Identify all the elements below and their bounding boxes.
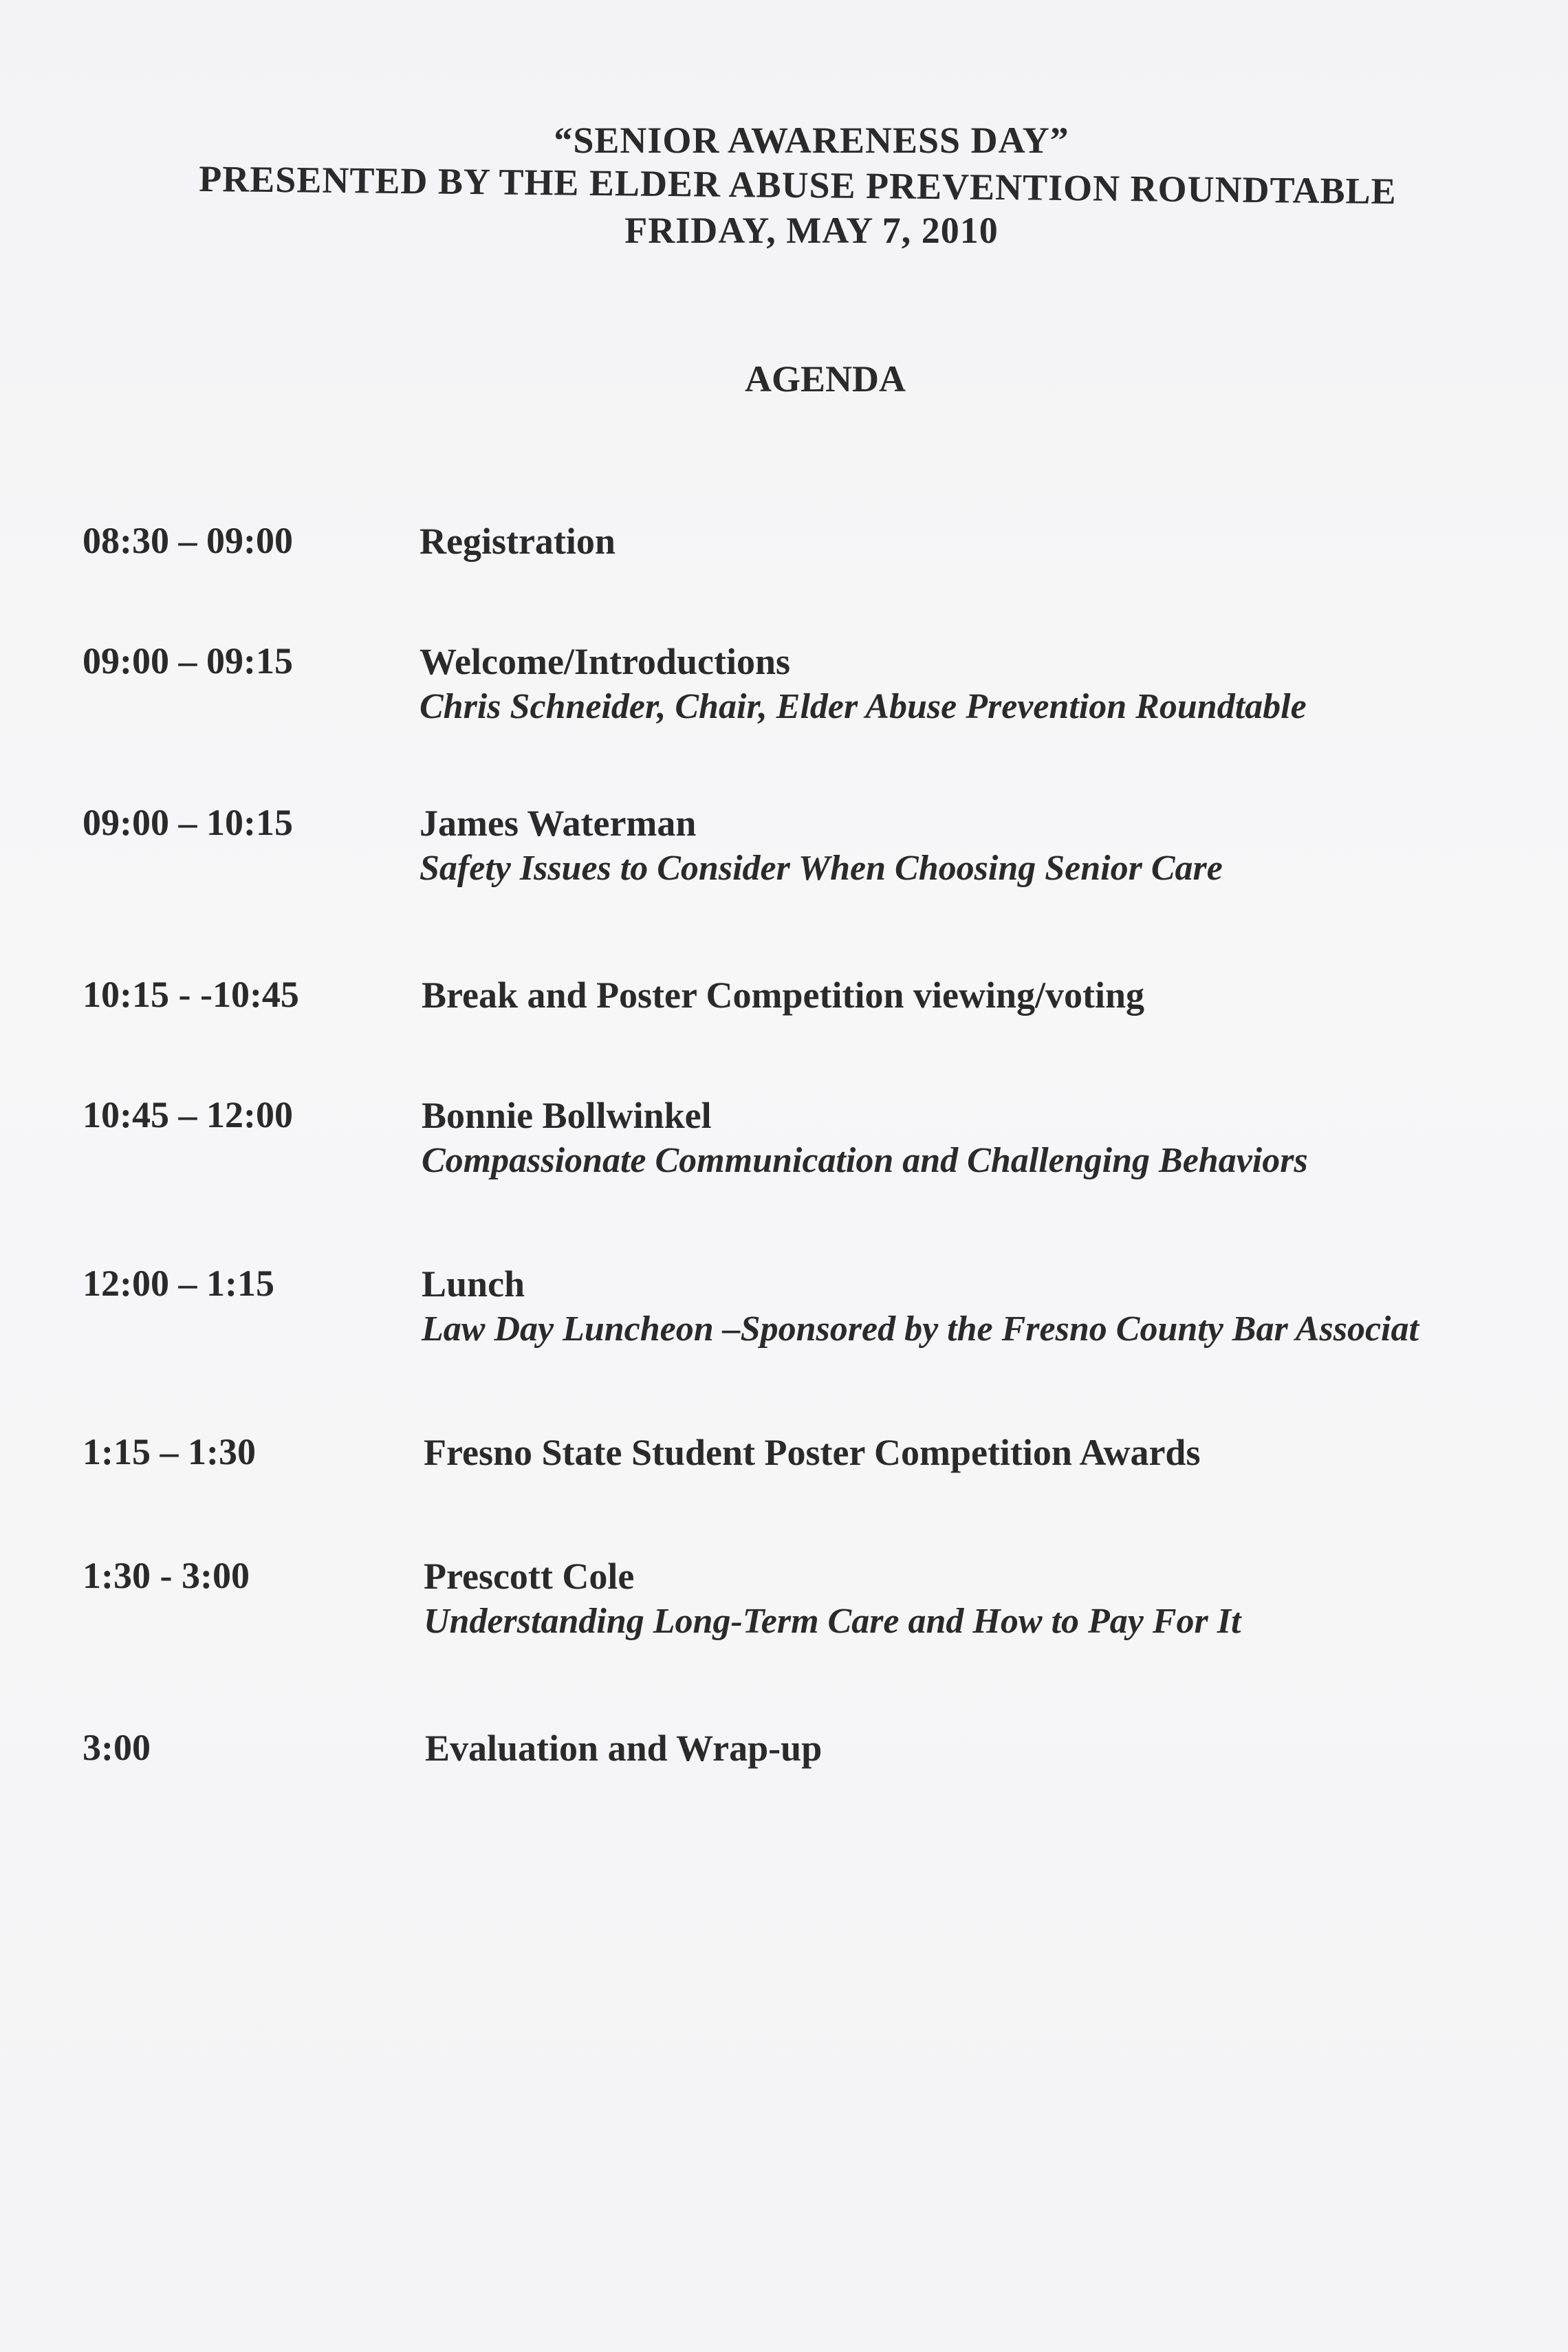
event-date: FRIDAY, MAY 7, 2010: [624, 209, 999, 251]
agenda-title: Evaluation and Wrap-up: [425, 1728, 823, 1769]
agenda-time: 08:30 – 09:00: [83, 520, 293, 561]
agenda-subtitle: Understanding Long-Term Care and How to Pay For It: [424, 1601, 1241, 1641]
agenda-heading: AGENDA: [744, 358, 906, 400]
event-title: “SENIOR AWARENESS DAY”: [554, 120, 1069, 161]
agenda-subtitle: Chris Schneider, Chair, Elder Abuse Prevention Roundtable: [420, 686, 1307, 726]
agenda-time: 1:30 - 3:00: [83, 1555, 250, 1596]
agenda-subtitle: Compassionate Communication and Challenging Behaviors: [422, 1140, 1308, 1180]
agenda-title: Lunch: [422, 1263, 525, 1305]
agenda-title: Welcome/Introductions: [420, 641, 790, 682]
agenda-title: Fresno State Student Poster Competition Awards: [424, 1432, 1201, 1473]
agenda-time: 12:00 – 1:15: [83, 1263, 274, 1304]
agenda-title: Prescott Cole: [424, 1556, 635, 1597]
agenda-time: 3:00: [83, 1727, 151, 1768]
agenda-time: 10:15 - -10:45: [83, 974, 299, 1015]
agenda-time: 09:00 – 10:15: [83, 802, 293, 843]
agenda-title: Break and Poster Competition viewing/voting: [422, 974, 1145, 1016]
agenda-subtitle: Safety Issues to Consider When Choosing Senior Care: [420, 848, 1223, 888]
agenda-time: 09:00 – 09:15: [83, 640, 293, 682]
agenda-title: Registration: [420, 521, 616, 562]
agenda-title: James Waterman: [420, 803, 697, 844]
document-header: [0, 120, 1568, 251]
presenter-line: PRESENTED BY THE ELDER ABUSE PREVENTION ROUNDTABLE: [199, 158, 1397, 213]
agenda-title: Bonnie Bollwinkel: [422, 1095, 712, 1136]
agenda-subtitle: Law Day Luncheon –Sponsored by the Fresno County Bar Associat: [422, 1309, 1419, 1349]
agenda-time: 10:45 – 12:00: [83, 1094, 293, 1135]
agenda-time: 1:15 – 1:30: [83, 1431, 256, 1472]
